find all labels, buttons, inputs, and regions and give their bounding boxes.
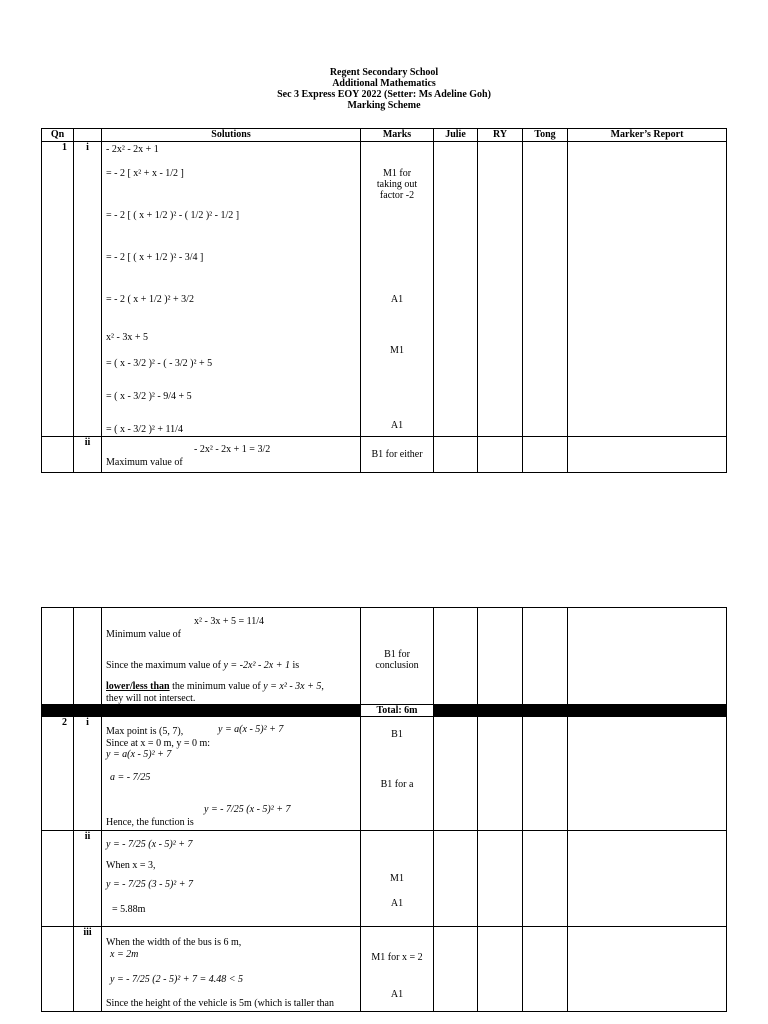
since-text: Since the maximum value of xyxy=(106,660,221,671)
col-tong: Tong xyxy=(523,129,568,142)
exam-title: Sec 3 Express EOY 2022 (Setter: Ms Adeline Goh) xyxy=(277,89,491,100)
solution-expression: y = - 7/25 (x - 5)² + 7 xyxy=(204,804,291,815)
marker-report-cell[interactable] xyxy=(568,608,727,705)
since-text: the minimum value of xyxy=(172,681,261,692)
col-ry: RY xyxy=(478,129,523,142)
ry-cell[interactable] xyxy=(478,437,523,473)
mark-text: M1 xyxy=(390,345,404,356)
solution-line: a = - 7/25 xyxy=(110,772,151,783)
part-label: i xyxy=(74,717,102,831)
mark-text: taking out xyxy=(376,179,418,190)
part-label xyxy=(74,608,102,705)
solution-line: When x = 3, xyxy=(106,860,156,871)
since-expression: y = -2x² - 2x + 1 xyxy=(223,660,290,671)
total-marks: Total: 6m xyxy=(361,705,434,717)
marks-cell xyxy=(361,608,434,705)
marks-cell xyxy=(361,831,434,927)
solution-line: Since at x = 0 m, y = 0 m: xyxy=(106,738,211,749)
since-text: is xyxy=(292,660,300,671)
table-row xyxy=(42,437,727,473)
solution-line: y = - 7/25 (3 - 5)² + 7 xyxy=(106,879,194,890)
marks-cell xyxy=(361,142,434,437)
julie-cell[interactable] xyxy=(434,717,478,831)
julie-cell[interactable] xyxy=(434,608,478,705)
julie-cell[interactable] xyxy=(434,831,478,927)
mark-text: A1 xyxy=(390,898,404,909)
mark-text: B1 xyxy=(391,729,403,740)
marker-report-cell[interactable] xyxy=(568,927,727,1012)
part-label: ii xyxy=(74,437,102,473)
tong-cell[interactable] xyxy=(523,717,568,831)
julie-cell[interactable] xyxy=(434,437,478,473)
julie-cell[interactable] xyxy=(434,927,478,1012)
solution-cell xyxy=(102,437,361,473)
ry-cell[interactable] xyxy=(478,608,523,705)
question-number xyxy=(42,927,74,1012)
since-text: , xyxy=(321,681,324,692)
table-row xyxy=(42,717,727,831)
solution-line: = - 2 [ ( x + 1/2 )² - 3/4 ] xyxy=(106,252,204,263)
solution-line: = 5.88m xyxy=(112,904,146,915)
marks-cell xyxy=(361,437,434,473)
solution-line: Maximum value of xyxy=(106,457,183,468)
mark-text: B1 for xyxy=(384,649,410,660)
page-header xyxy=(0,67,768,111)
solution-cell xyxy=(102,831,361,927)
solution-line: Minimum value of xyxy=(106,629,181,640)
mark-text: factor -2 xyxy=(379,190,415,201)
mark-text: M1 xyxy=(390,873,404,884)
mark-text: B1 for a xyxy=(380,779,414,790)
tong-cell[interactable] xyxy=(523,142,568,437)
solution-cell xyxy=(102,717,361,831)
solution-line: = ( x - 3/2 )² + 11/4 xyxy=(106,424,183,435)
marks-cell xyxy=(361,717,434,831)
question-number xyxy=(42,608,74,705)
solution-line: = - 2 [ x² + x - 1/2 ] xyxy=(106,168,184,179)
total-bar xyxy=(42,705,727,717)
col-solutions: Solutions xyxy=(102,129,361,142)
mark-text: A1 xyxy=(390,294,404,305)
tong-cell[interactable] xyxy=(523,437,568,473)
mark-text: B1 for either xyxy=(371,449,423,460)
emphasis-text: lower/less than xyxy=(106,681,170,692)
solution-line xyxy=(106,681,324,692)
solution-line: = ( x - 3/2 )² - 9/4 + 5 xyxy=(106,391,192,402)
solution-line: x² - 3x + 5 xyxy=(106,332,148,343)
part-label: iii xyxy=(74,927,102,1012)
document-title: Marking Scheme xyxy=(347,100,421,111)
mark-text: A1 xyxy=(390,989,404,1000)
part-label: ii xyxy=(74,831,102,927)
table-row xyxy=(42,608,727,705)
solution-line: Since the height of the vehicle is 5m (which is taller than xyxy=(106,998,334,1009)
col-part xyxy=(74,129,102,142)
solution-expression: x² - 3x + 5 = 11/4 xyxy=(194,616,265,627)
subject-name: Additional Mathematics xyxy=(332,78,436,89)
solution-cell xyxy=(102,927,361,1012)
mark-text: conclusion xyxy=(375,660,419,671)
solution-line: Hence, the function is xyxy=(106,817,194,828)
julie-cell[interactable] xyxy=(434,142,478,437)
marks-cell xyxy=(361,927,434,1012)
solution-cell xyxy=(102,608,361,705)
mark-text: M1 for x = 2 xyxy=(371,952,423,963)
ry-cell[interactable] xyxy=(478,717,523,831)
solution-line: y = - 7/25 (x - 5)² + 7 xyxy=(106,839,193,850)
solution-line: they will not intersect. xyxy=(106,693,196,704)
solution-line: = - 2 ( x + 1/2 )² + 3/2 xyxy=(106,294,194,305)
question-number xyxy=(42,831,74,927)
marker-report-cell[interactable] xyxy=(568,437,727,473)
tong-cell[interactable] xyxy=(523,608,568,705)
marker-report-cell[interactable] xyxy=(568,717,727,831)
question-number: 1 xyxy=(42,142,74,437)
mark-text: M1 for xyxy=(382,168,412,179)
solution-line: When the width of the bus is 6 m, xyxy=(106,937,242,948)
since-expression: y = x² - 3x + 5 xyxy=(263,681,322,692)
solution-line: - 2x² - 2x + 1 xyxy=(106,144,159,155)
school-name: Regent Secondary School xyxy=(329,67,439,78)
solution-line: y = - 7/25 (2 - 5)² + 7 = 4.48 < 5 xyxy=(110,974,244,985)
question-number xyxy=(42,437,74,473)
marker-report-cell[interactable] xyxy=(568,831,727,927)
table-row xyxy=(42,831,727,927)
solution-line: Max point is (5, 7), xyxy=(106,726,184,737)
solution-line: y = a(x - 5)² + 7 xyxy=(106,749,172,760)
marking-table-1 xyxy=(41,128,727,473)
col-marker-report: Marker’s Report xyxy=(568,129,727,142)
solution-line xyxy=(106,660,299,671)
ry-cell[interactable] xyxy=(478,927,523,1012)
col-marks: Marks xyxy=(361,129,434,142)
col-qn: Qn xyxy=(42,129,74,142)
solution-expression: y = a(x - 5)² + 7 xyxy=(218,724,284,735)
question-number: 2 xyxy=(42,717,74,831)
part-label: i xyxy=(74,142,102,437)
tong-cell[interactable] xyxy=(523,831,568,927)
solution-line: = ( x - 3/2 )² - ( - 3/2 )² + 5 xyxy=(106,358,213,369)
solution-cell xyxy=(102,142,361,437)
solution-expression: - 2x² - 2x + 1 = 3/2 xyxy=(194,444,271,455)
ry-cell[interactable] xyxy=(478,831,523,927)
mark-text: A1 xyxy=(390,420,404,431)
table-row xyxy=(42,927,727,1012)
ry-cell[interactable] xyxy=(478,142,523,437)
tong-cell[interactable] xyxy=(523,927,568,1012)
marker-report-cell[interactable] xyxy=(568,142,727,437)
solution-line: x = 2m xyxy=(110,949,139,960)
table-header-row xyxy=(42,129,727,142)
marking-table-2 xyxy=(41,607,727,1012)
table-row xyxy=(42,142,727,437)
solution-line: = - 2 [ ( x + 1/2 )² - ( 1/2 )² - 1/2 ] xyxy=(106,210,240,221)
col-julie: Julie xyxy=(434,129,478,142)
